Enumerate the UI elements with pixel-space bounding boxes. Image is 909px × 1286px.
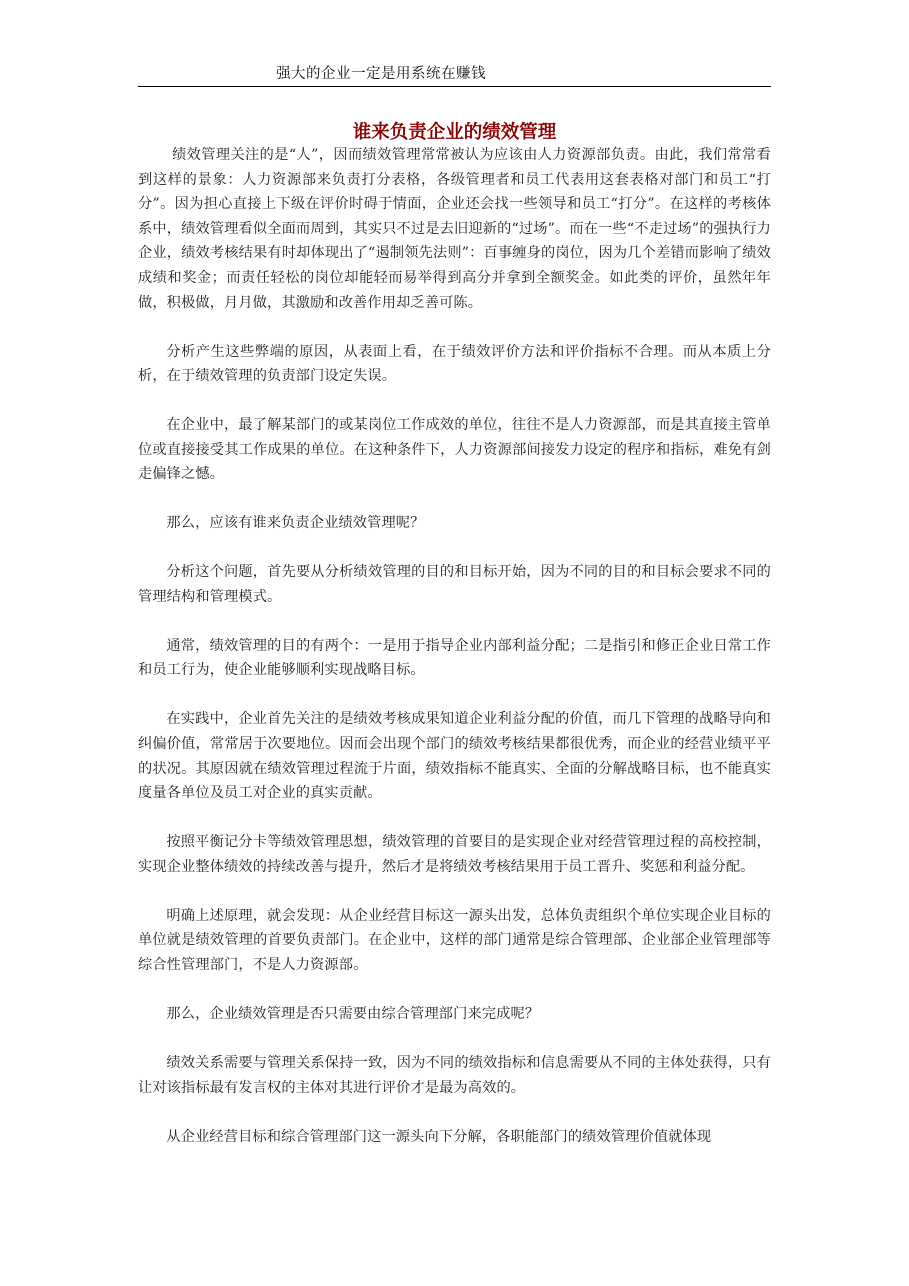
paragraph-8: 按照平衡记分卡等绩效管理思想，绩效管理的首要目的是实现企业对经营管理过程的高校控制，实现企业整体绩效的持续改善与提升，然后才是将绩效考核结果用于员工晋升、奖惩和利益分配。 <box>138 834 771 875</box>
paragraph-2: 分析产生这些弊端的原因，从表面上看，在于绩效评价方法和评价指标不合理。而从本质上分析，在于绩效管理的负责部门设定失误。 <box>138 343 771 385</box>
paragraph-12: 从企业经营目标和综合管理部门这一源头向下分解，各职能部门的绩效管理价值就体现 <box>166 1128 712 1145</box>
paragraph-1: 绩效管理关注的是“人”，因而绩效管理常常被认为应该由人力资源部负责。由此，我们常常看到这样的景象：人力资源部来负责打分表格，各级管理者和员工代表用这套表格对部门和员工“打分”。因为担心直接上下级在评价时碍于情面，企业还会找一些领导和员工“打分”。在这样的考核体系中，绩效管理看似全面而周到，其实只不过是去旧迎新的“过场”。而在一些“不走过场”的强执行力企业，绩效考核结果有时却体现出了“遏制领先法则”：百事缠身的岗位，因为几个差错而影响了绩效成绩和奖金；而责任轻松的岗位却能轻而易举得到高分并拿到全额奖金。如此类的评价，虽然年年做，积极做，月月做，其激励和改善作用却乏善可陈。 <box>138 147 771 311</box>
header-text: 强大的企业一定是用系统在赚钱 <box>276 66 486 82</box>
paragraph-3: 在企业中，最了解某部门的或某岗位工作成效的单位，往往不是人力资源部，而是其直接主管单位或直接接受其工作成果的单位。在这种条件下，人力资源部间接发力设定的程序和指标，难免有剑走偏锋之憾。 <box>138 417 771 483</box>
paragraph-5: 分析这个问题，首先要从分析绩效管理的目的和目标开始，因为不同的目的和目标会要求不同的管理结构和管理模式。 <box>138 564 771 605</box>
paragraph-10: 那么，企业绩效管理是否只需要由综合管理部门来完成呢？ <box>166 1005 540 1022</box>
paragraph-6: 通常，绩效管理的目的有两个：一是用于指导企业内部利益分配；二是指引和修正企业日常工作和员工行为，使企业能够顺利实现战略目标。 <box>138 637 771 679</box>
paragraph-4: 那么，应该有谁来负责企业绩效管理呢？ <box>166 515 425 532</box>
paragraph-7: 在实践中，企业首先关注的是绩效考核成果知道企业利益分配的价值，而几下管理的战略导向和纠偏价值，常常居于次要地位。因而会出现个部门的绩效考核结果都很优秀，而企业的经营业绩平平的状况。其原因就在绩效管理过程流于片面，绩效指标不能真实、全面的分解战略目标，也不能真实度量各单位及员工对企业的真实贡献。 <box>138 711 771 802</box>
paragraph-9: 明确上述原理，就会发现：从企业经营目标这一源头出发，总体负责组织个单位实现企业目标的单位就是绩效管理的首要负责部门。在企业中，这样的部门通常是综合管理部、企业部企业管理部等综合性管理部门，不是人力资源部。 <box>138 907 771 973</box>
document-title: 谁来负责企业的绩效管理 <box>352 122 557 143</box>
paragraph-11: 绩效关系需要与管理关系保持一致，因为不同的绩效指标和信息需要从不同的主体处获得，只有让对该指标最有发言权的主体对其进行评价才是最为高效的。 <box>138 1054 771 1096</box>
document-body <box>138 143 771 1174</box>
page-header <box>138 60 771 87</box>
